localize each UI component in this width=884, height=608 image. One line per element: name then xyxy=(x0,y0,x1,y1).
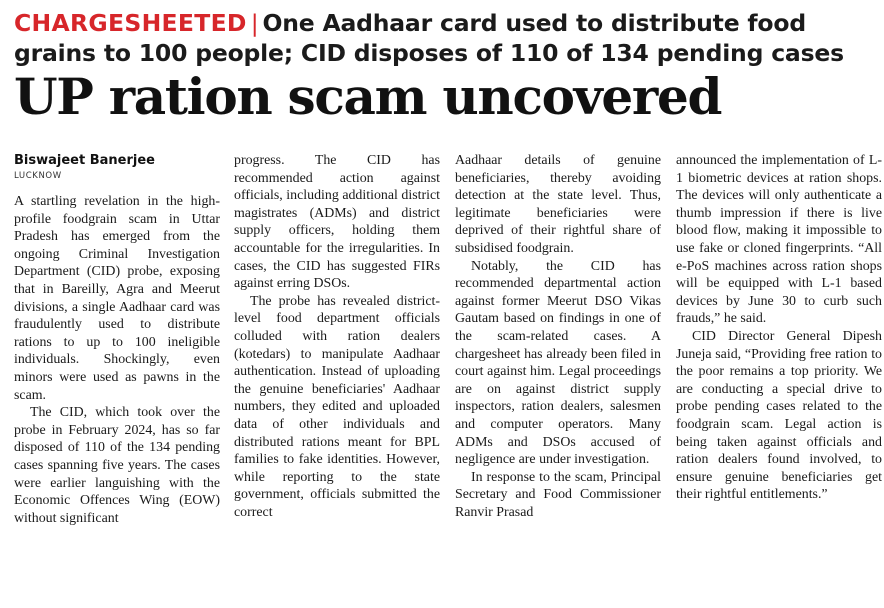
kicker-separator: | xyxy=(250,9,259,37)
paragraph: progress. The CID has recommended action against officials, including additional district magistrates (ADMs) and district supply officers, holding them accountable for the irregularities. In cases, the CID has suggested FIRs against erring DSOs. xyxy=(234,153,440,292)
column-2 xyxy=(234,152,440,521)
kicker-label: CHARGESHEETED xyxy=(14,9,247,37)
paragraph: The CID, which took over the probe in February 2024, has so far disposed of 110 of the 134 pending cases spanning five years. The cases were earlier languishing with the Economic Offences Wing (EOW) without significant xyxy=(14,405,220,526)
dateline: LUCKNOW xyxy=(14,171,62,181)
paragraph: Notably, the CID has recommended departmental action against former Meerut DSO Vikas Gautam based on findings in one of the scam-related cases. A chargesheet has already been filed in court against him. Legal proceedings are on against district supply inspectors, ration dealers, salesmen and computer operators. Many ADMs and DSOs accused of negligence are under investigation. xyxy=(455,258,661,468)
paragraph: CID Director General Dipesh Juneja said, “Providing free ration to the poor remains a top priority. We are conducting a special drive to probe pending cases related to the foodgrain scam. Legal action is being taken against officials and ration dealers found involved, to ensure genuine beneficiaries get their rightful entitlements.” xyxy=(676,328,882,503)
column-1 xyxy=(14,152,220,527)
paragraph: announced the implementation of L-1 biometric devices at ration shops. The devices will only authenticate a thumb impression if there is live blood flow, making it impossible to use fake or cloned fingerprints. “All e-PoS machines across ration shops will be equipped with L-1 based devices by June 30 to curb such frauds,” he said. xyxy=(676,153,882,327)
paragraph: A startling revelation in the high-profile foodgrain scam in Uttar Pradesh has emerged from the ongoing Criminal Investigation Department (CID) probe, exposing that in Bareilly, Agra and Meerut divisions, a single Aadhaar card was fraudulently used to distribute rations to up to 100 ineligible individuals. Shockingly, even minors were used as pawns in the scam. xyxy=(14,194,220,403)
paragraph: In response to the scam, Principal Secretary and Food Commissioner Ranvir Prasad xyxy=(455,469,661,520)
headline: UP ration scam uncovered xyxy=(14,67,722,126)
subhead-line xyxy=(14,8,870,68)
article-body xyxy=(14,152,882,604)
paragraph: The probe has revealed district-level food department officials colluded with ration dealers (kotedars) to manipulate Aadhaar authentication. Instead of uploading the genuine beneficiaries' Aadhaar numbers, they edited and uploaded data of other individuals and distributed rations meant for BPL families to fake identities. However, while reporting to the state government, officials submitted the correct xyxy=(234,293,440,520)
subhead: One Aadhaar card used to distribute food grains to 100 people; CID disposes of 110 of 134 pending cases xyxy=(14,9,844,67)
column-3 xyxy=(455,152,661,521)
column-4 xyxy=(676,152,882,504)
byline: Biswajeet Banerjee xyxy=(14,153,155,168)
paragraph: Aadhaar details of genuine beneficiaries, thereby avoiding detection at the state level. Thus, legitimate beneficiaries were deprived of their rightful share of subsidised foodgrain. xyxy=(455,153,661,256)
